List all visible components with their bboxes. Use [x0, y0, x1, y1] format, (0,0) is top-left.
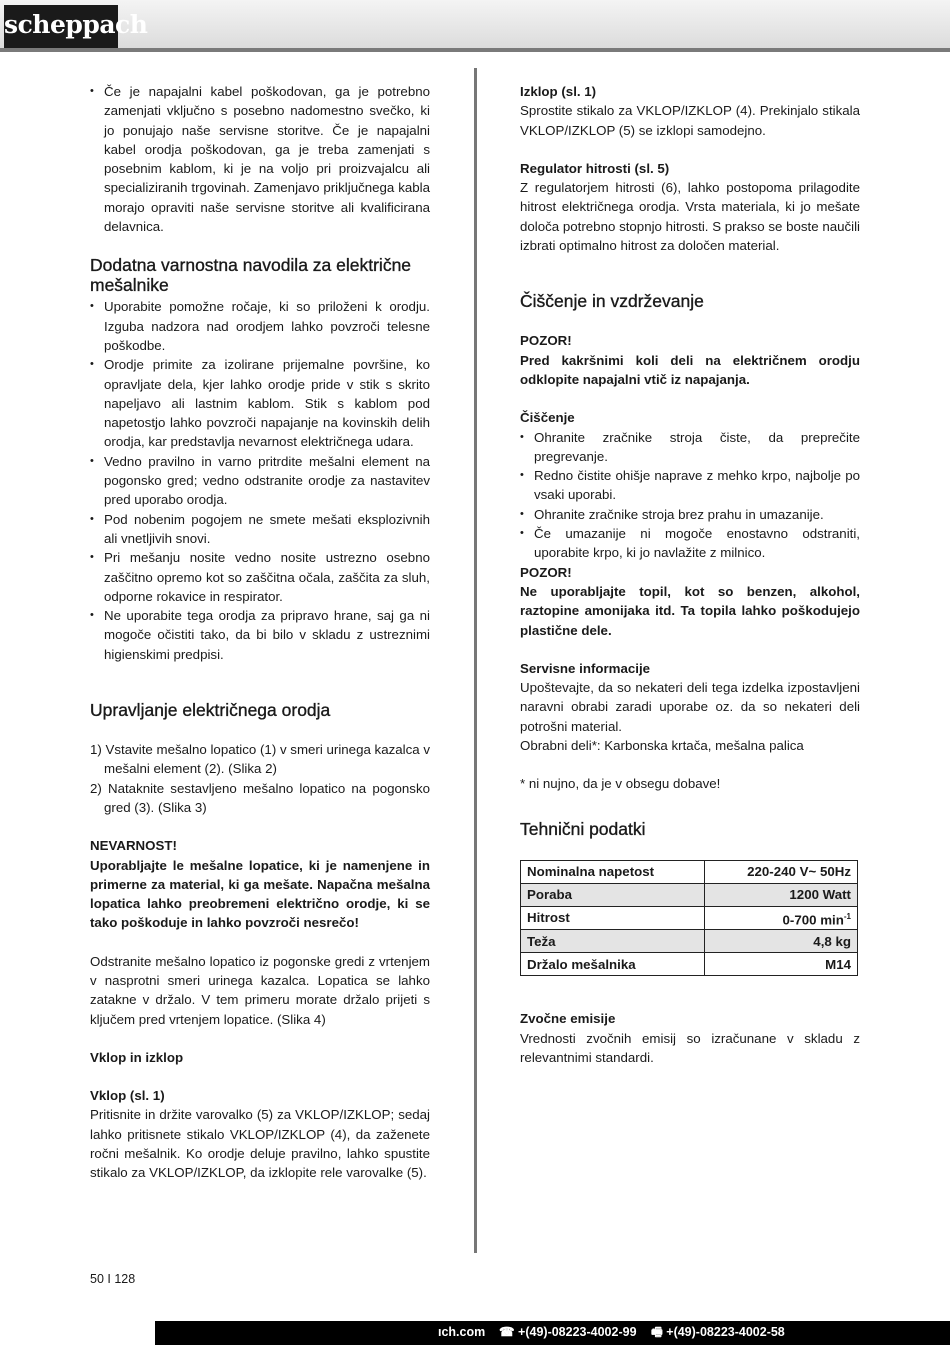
spec-value: 4,8 kg: [704, 930, 857, 953]
on-heading: Vklop (sl. 1): [90, 1088, 165, 1104]
wear-parts: Obrabni deli*: Karbonska krtača, mešalna palica: [520, 738, 804, 754]
footer-web: ıch.com: [438, 1325, 486, 1339]
list-item: • Ne uporabite tega orodja za pripravo hrane, saj ga ni mogoče očistiti tako, da bi bilo v skladu z ustreznimi higienskimi predpisi.: [90, 606, 430, 664]
table-row: [521, 860, 858, 883]
spec-label: Nominalna napetost: [521, 860, 705, 883]
list-item: • Vedno pravilno in varno pritrdite mešalni element na pogonsko gred; vedno odstranite orodje za nastavitev pred uporabo orodja.: [90, 452, 430, 510]
list-item: • Redno čistite ohišje naprave z mehko krpo, najbolje po vsaki uporabi.: [520, 466, 860, 505]
caution-title: POZOR!: [520, 333, 572, 349]
danger-text: Uporabljajte le mešalne lopatice, ki je namenjene in primerne za material, ki ga mešate. Napačna mešalna lopatica lahko preobremeni električno orodje, ki se tako poškoduje in lahko povzroči nesrečo!: [90, 857, 430, 931]
tech-heading: Tehnični podatki: [520, 818, 646, 839]
list-item: 2) Nataknite sestavljeno mešalno lopatico na pogonsko gred (3). (Slika 3): [90, 780, 430, 815]
off-text: Sprostite stikalo za VKLOP/IZKLOP (4). Prekinjalo stikala VKLOP/IZKLOP (5) se izklopi samodejno.: [520, 103, 860, 138]
maintenance-heading: Čiščenje in vzdrževanje: [520, 291, 704, 312]
spec-value: M14: [704, 953, 857, 976]
footer-contact-bar: [155, 1321, 950, 1345]
safety-heading: Dodatna varnostna navodila za električne mešalnike: [90, 255, 412, 296]
page-number: 50 I 128: [90, 1272, 136, 1286]
caution-title: POZOR!: [520, 564, 572, 580]
off-heading: Izklop (sl. 1): [520, 84, 597, 99]
spec-value: 0-700 min: [782, 912, 844, 928]
table-row: [521, 953, 858, 976]
spec-value: 1200 Watt: [704, 883, 857, 906]
caution-text: Pred kakršnimi koli deli na električnem orodju odklopite napajalni vtič iz napajanja.: [520, 352, 860, 387]
footer-phone: ☎ +(49)-08223-4002-99: [499, 1325, 637, 1339]
speed-heading: Regulator hitrosti (sl. 5): [520, 160, 670, 176]
spec-value: 220-240 V~ 50Hz: [704, 860, 857, 883]
list-item: • Ohranite zračnike stroja čiste, da preprečite pregrevanje.: [520, 428, 860, 467]
operation-steps: [90, 740, 430, 817]
cleaning-bullet-list: [520, 428, 860, 563]
list-item: • Uporabite pomožne ročaje, ki so priloženi k orodju. Izguba nadzora nad orodjem lahko povzroči telesne poškodbe.: [90, 297, 430, 355]
cleaning-heading: Čiščenje: [520, 410, 575, 426]
list-item: • Pod nobenim pogojem ne smete mešati eksplozivnih ali vnetljivih snovi.: [90, 510, 430, 549]
list-item: • Če umazanije ni mogoče enostavno odstraniti, uporabite krpo, ki jo navlažite z milnico.: [520, 524, 860, 563]
caution-text: Ne uporabljajte topil, kot so benzen, alkohol, raztopine amonijaka itd. Ta topila lahko poškodujejo plastične dele.: [520, 583, 860, 638]
speed-text: Z regulatorjem hitrosti (6), lahko postopoma prilagodite hitrost električnega orodja. Vrsta materiala, ki jo mešate določa potrebno stopnjo hitrosti. S prakso se boste naučili izbrati optimalno hitrost za določen material.: [520, 180, 861, 254]
danger-title: NEVARNOST!: [90, 838, 177, 854]
brand-logo: scheppach: [4, 5, 118, 48]
list-item: • Pri mešanju nosite vedno nosite ustrezno osebno zaščitno opremo kot so zaščitna očala, zaščita za sluh, odporne rokavice in respirator.: [90, 548, 430, 606]
footer-fax: 🖷 +(49)-08223-4002-58: [651, 1325, 785, 1339]
list-item: • Orodje primite za izolirane prijemalne površine, ko opravljate dela, kjer lahko orodje pride v stik s skrito napeljavo ali lastnim kablom. Stik s kablom pod napetostjo lahko povzroči napajanje na kovinskih delih orodja, kar predstavlja nevarnost električnega udara.: [90, 355, 430, 451]
service-text: Upoštevajte, da so nekateri deli tega izdelka izpostavljeni naravni obrabi zaradi uporabe oz. da so nekateri deli potrošni material.: [520, 680, 860, 734]
table-row: [521, 930, 858, 953]
spec-value-cell: [704, 906, 857, 930]
column-divider: [474, 68, 477, 1253]
right-column: [520, 82, 860, 1067]
list-item: • Ohranite zračnike stroja brez prahu in umazanije.: [520, 505, 860, 524]
left-column: [90, 82, 430, 1183]
list-item: 1) Vstavite mešalno lopatico (1) v smeri urinega kazalca v mešalni element (2). (Slika 2): [90, 742, 430, 777]
list-item: • Če je napajalni kabel poškodovan, ga je potrebno zamenjati vključno s posebno nadomestno svečko, ki jo ponujajo naše servisne storitve. Če je napajalni kabel orodja poškodovan, ga je treba zamenjati s posebnim kablom, ki je na voljo pri proizvajalcu ali specializiranih trgovinah. Zamenjavo priključnega kabla morajo opraviti naše servisne storitve ali kvalificirana delavnica.: [90, 82, 430, 236]
on-text: Pritisnite in držite varovalko (5) za VKLOP/IZKLOP; sedaj lahko pritisnete stikalo VKLOP/IZKLOP (4), da zaženete ročni mešalnik. Ko orodje deluje pravilno, lahko spustite stikalo za VKLOP/IZKLOP, da izklopite rele varovalke (5).: [90, 1107, 430, 1181]
spec-value-exponent: -1: [843, 911, 851, 921]
remove-text: Odstranite mešalno lopatico iz pogonske gredi z vrtenjem v nasprotni smeri urinega kazalca. Lopatica se lahko zatakne v držalo. V tem primeru morate držalo prijeti s ključem pred vrtenjem lopatice. (Slika 4): [90, 953, 430, 1027]
intro-bullet-list: [90, 82, 430, 236]
table-row: [521, 906, 858, 930]
header-rule: [0, 48, 950, 52]
noise-text: Vrednosti zvočnih emisij so izračunane v skladu z relevantnimi standardi.: [520, 1030, 860, 1065]
spec-table: [520, 860, 858, 977]
service-heading: Servisne informacije: [520, 660, 651, 676]
noise-heading: Zvočne emisije: [520, 1011, 616, 1027]
spec-label: Hitrost: [521, 906, 705, 930]
spec-label: Teža: [521, 930, 705, 953]
spec-label: Držalo mešalnika: [521, 953, 705, 976]
safety-bullet-list: [90, 297, 430, 664]
table-row: [521, 883, 858, 906]
footnote: * ni nujno, da je v obsegu dobave!: [520, 776, 721, 792]
onoff-heading: Vklop in izklop: [90, 1049, 184, 1065]
spec-label: Poraba: [521, 883, 705, 906]
operation-heading: Upravljanje električnega orodja: [90, 700, 331, 721]
